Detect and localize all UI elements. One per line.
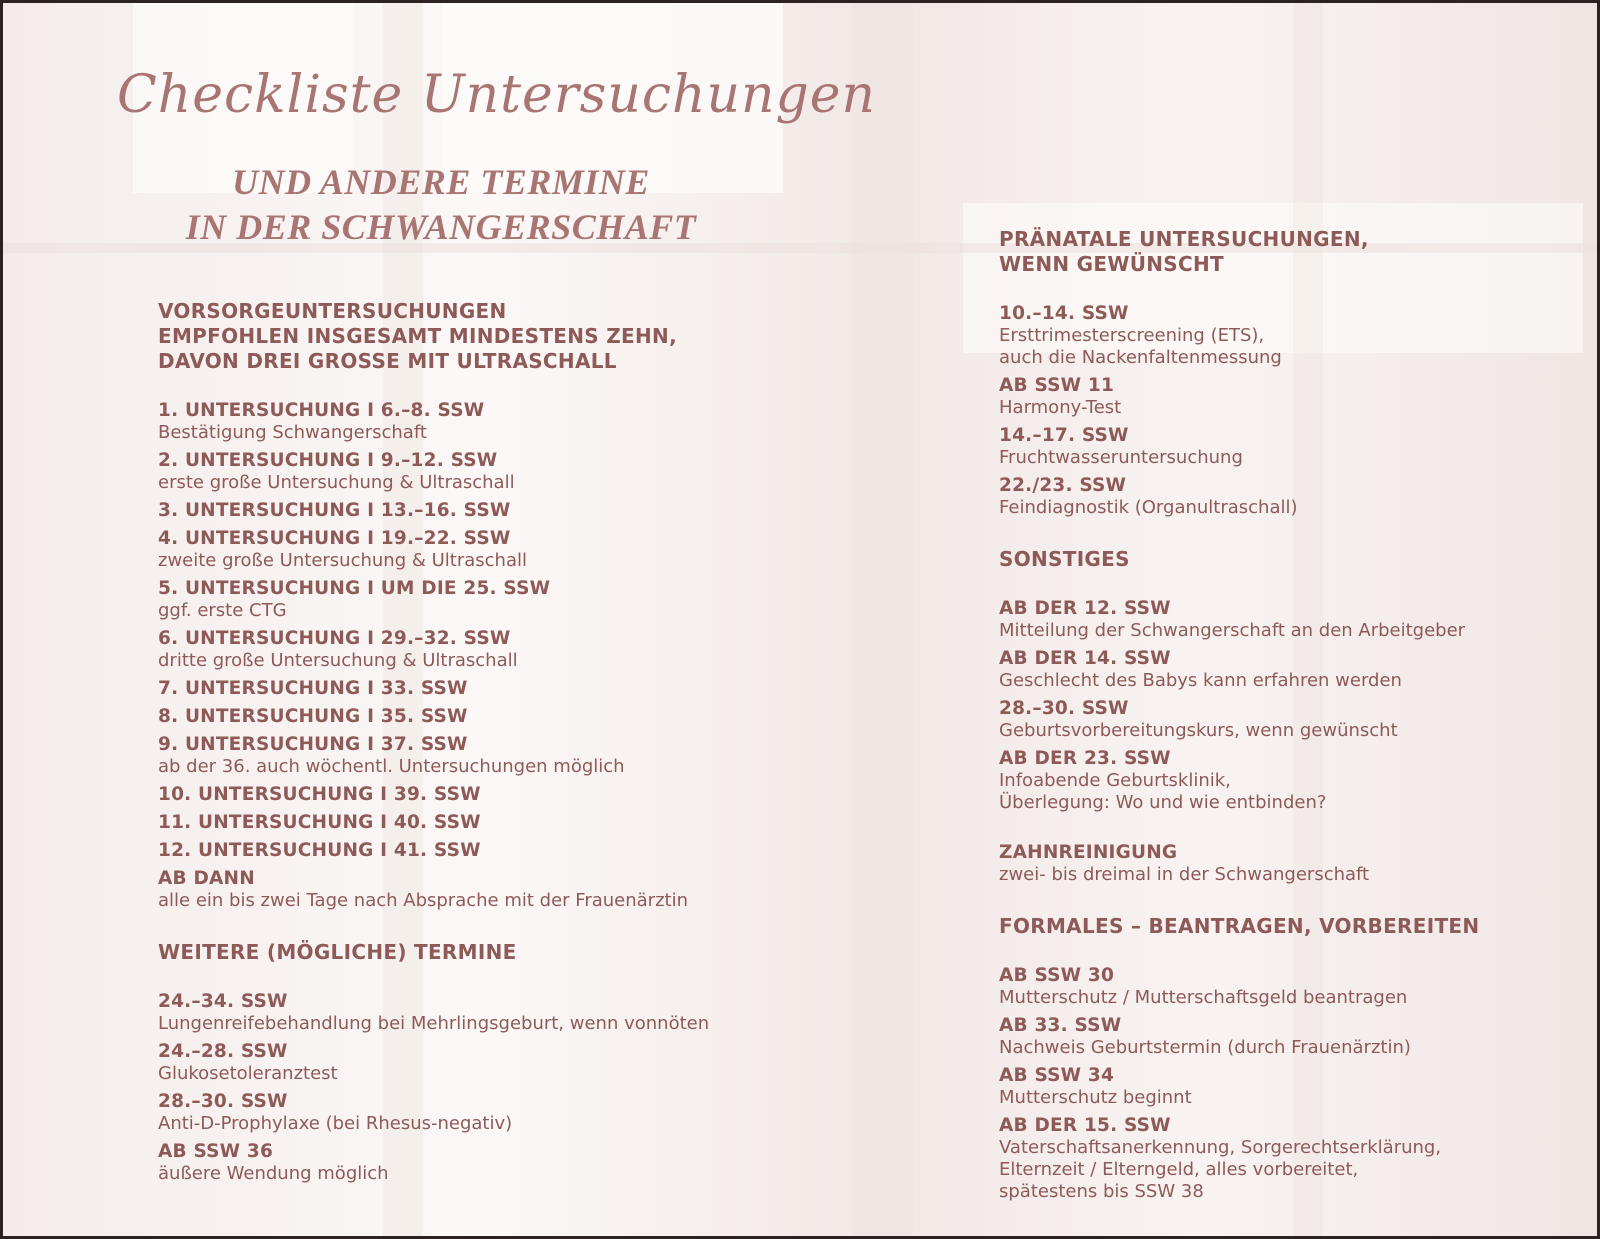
list-item: 3. UNTERSUCHUNG I 13.–16. SSW (158, 500, 511, 521)
formales-heading: FORMALES – BEANTRAGEN, VORBEREITEN (999, 914, 1480, 938)
list-item: 10.–14. SSW Ersttrimesterscreening (ETS), auch die Nackenfaltenmessung (999, 303, 1282, 368)
list-item: 11. UNTERSUCHUNG I 40. SSW (158, 812, 481, 833)
list-item: AB DER 23. SSW Infoabende Geburtsklinik, Überlegung: Wo und wie entbinden? (999, 748, 1327, 813)
list-item: 7. UNTERSUCHUNG I 33. SSW (158, 678, 468, 699)
right-column (999, 227, 1579, 1209)
list-item: AB DER 14. SSW Geschlecht des Babys kann erfahren werden (999, 648, 1402, 691)
subtitle-line-1: UND ANDERE TERMINE (232, 162, 650, 202)
list-item: 22./23. SSW Feindiagnostik (Organultraschall) (999, 475, 1298, 518)
script-title: Checkliste Untersuchungen (117, 65, 876, 125)
list-item: AB DER 12. SSW Mitteilung der Schwangerschaft an den Arbeitgeber (999, 598, 1466, 641)
list-item: 28.–30. SSW Geburtsvorbereitungskurs, wenn gewünscht (999, 698, 1398, 741)
list-item: 2. UNTERSUCHUNG I 9.–12. SSW erste große Untersuchung & Ultraschall (158, 450, 515, 493)
list-item: AB DER 15. SSW Vaterschaftsanerkennung, Sorgerechtserklärung, Elternzeit / Elterngeld, alles vorbereitet, spätestens bis SSW 38 (999, 1115, 1442, 1202)
list-item: 28.–30. SSW Anti-D-Prophylaxe (bei Rhesus-negativ) (158, 1091, 513, 1134)
subtitle-line-2: IN DER SCHWANGERSCHAFT (185, 207, 697, 247)
list-item: 4. UNTERSUCHUNG I 19.–22. SSW zweite große Untersuchung & Ultraschall (158, 528, 527, 571)
list-item: AB SSW 34 Mutterschutz beginnt (999, 1065, 1192, 1108)
list-item: 12. UNTERSUCHUNG I 41. SSW (158, 840, 481, 861)
weitere-heading: WEITERE (MÖGLICHE) TERMINE (158, 940, 517, 964)
list-item: 1. UNTERSUCHUNG I 6.–8. SSW Bestätigung Schwangerschaft (158, 400, 485, 443)
list-item: 14.–17. SSW Fruchtwasseruntersuchung (999, 425, 1243, 468)
list-item: 10. UNTERSUCHUNG I 39. SSW (158, 784, 481, 805)
vorsorge-heading: VORSORGEUNTERSUCHUNGEN EMPFOHLEN INSGESAMT MINDESTENS ZEHN, DAVON DREI GROSSE MIT ULTRASCHALL (158, 299, 677, 373)
list-item: 24.–28. SSW Glukosetoleranztest (158, 1041, 338, 1084)
list-item: 24.–34. SSW Lungenreifebehandlung bei Mehrlingsgeburt, wenn vonnöten (158, 991, 710, 1034)
sonstiges-heading: SONSTIGES (999, 547, 1130, 571)
list-item: 9. UNTERSUCHUNG I 37. SSW ab der 36. auch wöchentl. Untersuchungen möglich (158, 734, 625, 777)
praenatal-heading: PRÄNATALE UNTERSUCHUNGEN, WENN GEWÜNSCHT (999, 227, 1369, 276)
list-item: AB 33. SSW Nachweis Geburtstermin (durch Frauenärztin) (999, 1015, 1411, 1058)
list-item: AB SSW 11 Harmony-Test (999, 375, 1122, 418)
list-item: AB SSW 36 äußere Wendung möglich (158, 1141, 389, 1184)
list-item: 6. UNTERSUCHUNG I 29.–32. SSW dritte große Untersuchung & Ultraschall (158, 628, 518, 671)
list-item: 8. UNTERSUCHUNG I 35. SSW (158, 706, 468, 727)
left-column (158, 299, 878, 1191)
list-item: AB DANN alle ein bis zwei Tage nach Absprache mit der Frauenärztin (158, 868, 688, 911)
list-item: 5. UNTERSUCHUNG I UM DIE 25. SSW ggf. erste CTG (158, 578, 551, 621)
list-item: AB SSW 30 Mutterschutz / Mutterschaftsgeld beantragen (999, 965, 1408, 1008)
zahnreinigung-item: ZAHNREINIGUNG zwei- bis dreimal in der Schwangerschaft (999, 842, 1370, 885)
